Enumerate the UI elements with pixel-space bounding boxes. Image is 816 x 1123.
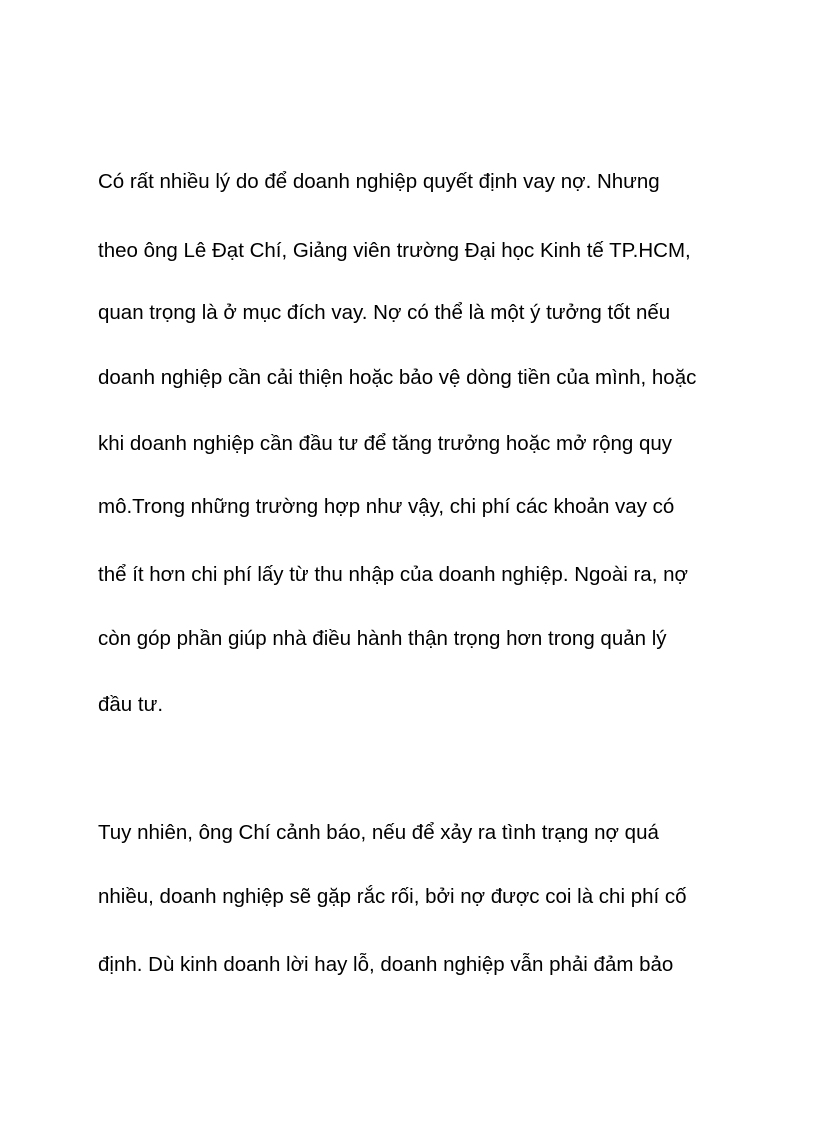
text-line: còn góp phần giúp nhà điều hành thận trọng hơn trong quản lý <box>98 627 667 650</box>
text-line: quan trọng là ở mục đích vay. Nợ có thể là một ý tưởng tốt nếu <box>98 301 671 324</box>
text-line: định. Dù kinh doanh lời hay lỗ, doanh nghiệp vẫn phải đảm bảo <box>98 953 674 976</box>
text-line: nhiều, doanh nghiệp sẽ gặp rắc rối, bởi nợ được coi là chi phí cố <box>98 885 687 908</box>
text-line: Có rất nhiều lý do để doanh nghiệp quyết định vay nợ. Nhưng <box>98 170 660 193</box>
text-line: đầu tư. <box>98 693 164 716</box>
text-line: thể ít hơn chi phí lấy từ thu nhập của doanh nghiệp. Ngoài ra, nợ <box>98 563 688 586</box>
text-line: Tuy nhiên, ông Chí cảnh báo, nếu để xảy ra tình trạng nợ quá <box>98 821 659 844</box>
text-line: khi doanh nghiệp cần đầu tư để tăng trưởng hoặc mở rộng quy <box>98 432 673 455</box>
text-line: doanh nghiệp cần cải thiện hoặc bảo vệ dòng tiền của mình, hoặc <box>98 366 697 389</box>
text-line: theo ông Lê Đạt Chí, Giảng viên trường Đại học Kinh tế TP.HCM, <box>98 239 691 262</box>
text-line: mô.Trong những trường hợp như vậy, chi phí các khoản vay có <box>98 495 675 518</box>
